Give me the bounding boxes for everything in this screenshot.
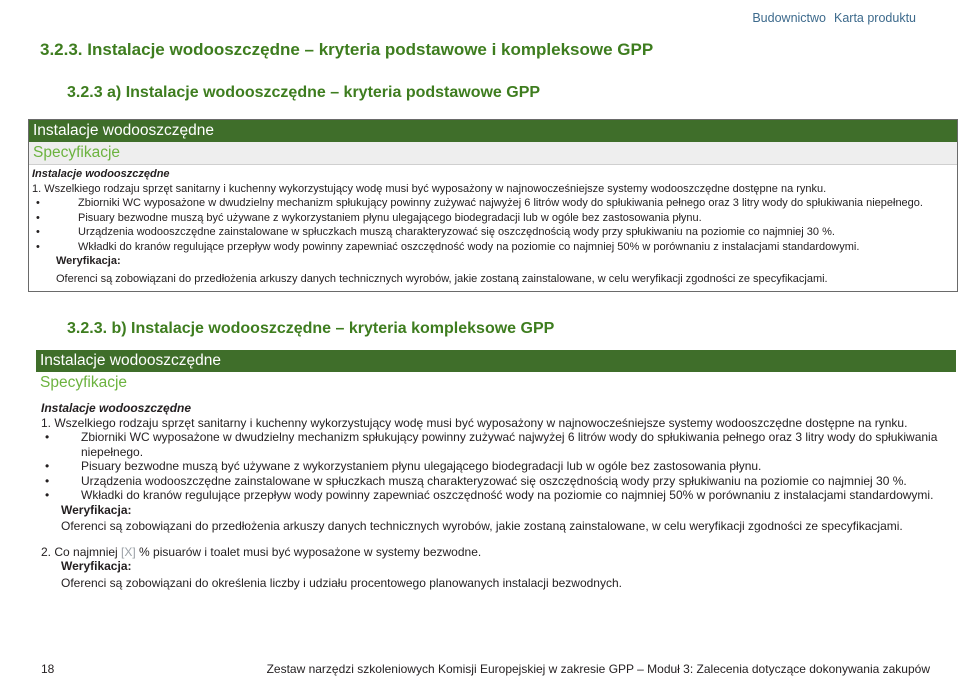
box-title: Instalacje wodooszczędne: [36, 350, 956, 372]
bullet-item: • Zbiorniki WC wyposażone w dwudzielny mechanizm spłukujący powinny zużywać najwyżej 6 litrów wody do spłukiwania pełnego oraz 3 litry wody do spłukiwania niepełnego.: [41, 430, 953, 459]
verification-label: Weryfikacja:: [61, 502, 132, 517]
verification-label: Weryfikacja:: [61, 559, 132, 573]
box-content: [41, 401, 953, 590]
subhead: Instalacje wodooszczędne: [41, 401, 192, 415]
section-title: 3.2.3. Instalacje wodooszczędne – kryteria podstawowe i kompleksowe GPP: [40, 40, 654, 59]
subhead: Instalacje wodooszczędne: [32, 168, 170, 180]
bullet-item: • Wkładki do kranów regulujące przepływ wody powinny zapewniać oszczędność wody na poziomie co najmniej 50% w porównaniu z instalacjami standardowymi.: [41, 488, 953, 503]
box-title: Instalacje wodooszczędne: [29, 120, 957, 142]
spec-label: Specyfikacje: [29, 142, 957, 165]
item-2-prefix: 2. Co najmniej: [41, 544, 122, 559]
header-card: Karta produktu: [834, 11, 916, 25]
part-b-heading: 3.2.3. b) Instalacje wodooszczędne – kryteria kompleksowe GPP: [67, 320, 555, 337]
item-1: 1. Wszelkiego rodzaju sprzęt sanitarny i kuchenny wykorzystujący wodę musi być wyposażony w najnowocześniejsze systemy wodooszczędne dostępne na rynku.: [41, 415, 908, 430]
bullet-item: • Urządzenia wodooszczędne zainstalowane w spłuczkach muszą charakteryzować się oszczędnością wody przy spłukiwaniu na poziomie co najmniej 30 %.: [32, 225, 952, 240]
bullet-item: • Urządzenia wodooszczędne zainstalowane w spłuczkach muszą charakteryzować się oszczędnością wody przy spłukiwaniu na poziomie co najmniej 30 %.: [41, 474, 953, 489]
criteria-box-comprehensive: [28, 350, 956, 593]
item-2-suffix: % pisuarów i toalet musi być wyposażone w systemy bezwodne.: [135, 544, 482, 559]
placeholder-mark: [X]: [121, 544, 136, 559]
header-section: Budownictwo: [752, 11, 826, 25]
spec-label: Specyfikacje: [36, 372, 956, 394]
page-number: 18: [41, 662, 55, 676]
verification-text: Oferenci są zobowiązani do przedłożenia arkuszy danych technicznych wyrobów, jakie zostaną zainstalowane, w celu weryfikacji zgodności ze specyfikacjami.: [56, 272, 828, 285]
bullet-item: • Wkładki do kranów regulujące przepływ wody powinny zapewniać oszczędność wody na poziomie co najmniej 50% w porównaniu z instalacjami standardowymi.: [32, 240, 952, 255]
bullet-item: • Pisuary bezwodne muszą być używane z wykorzystaniem płynu ulegającego biodegradacji lub w ogóle bez zastosowania płynu.: [41, 459, 953, 474]
verification-text: Oferenci są zobowiązani do określenia liczby i udziału procentowego planowanych instalacji bezwodnych.: [61, 575, 622, 590]
verification-text: Oferenci są zobowiązani do przedłożenia arkuszy danych technicznych wyrobów, jakie zostaną zainstalowane, w celu weryfikacji zgodności ze specyfikacjami.: [61, 519, 903, 533]
bullet-item: • Zbiorniki WC wyposażone w dwudzielny mechanizm spłukujący powinny zużywać najwyżej 6 litrów wody do spłukiwania pełnego oraz 3 litry wody do spłukiwania niepełnego.: [32, 196, 952, 211]
verification-label: Weryfikacja:: [56, 255, 121, 267]
footer-text: Zestaw narzędzi szkoleniowych Komisji Europejskiej w zakresie GPP – Moduł 3: Zalecenia dotyczące dokonywania zakupów: [266, 662, 930, 676]
part-a-heading: 3.2.3 a) Instalacje wodooszczędne – kryteria podstawowe GPP: [67, 84, 541, 101]
item-2: [41, 545, 953, 560]
box-content: [32, 167, 952, 286]
criteria-box-basic: [28, 119, 958, 292]
bullet-item: • Pisuary bezwodne muszą być używane z wykorzystaniem płynu ulegającego biodegradacji lub w ogóle bez zastosowania płynu.: [32, 211, 952, 226]
running-header: [752, 11, 916, 25]
item-1: 1. Wszelkiego rodzaju sprzęt sanitarny i kuchenny wykorzystujący wodę musi być wyposażony w najnowocześniejsze systemy wodooszczędne dostępne na rynku.: [32, 182, 827, 195]
